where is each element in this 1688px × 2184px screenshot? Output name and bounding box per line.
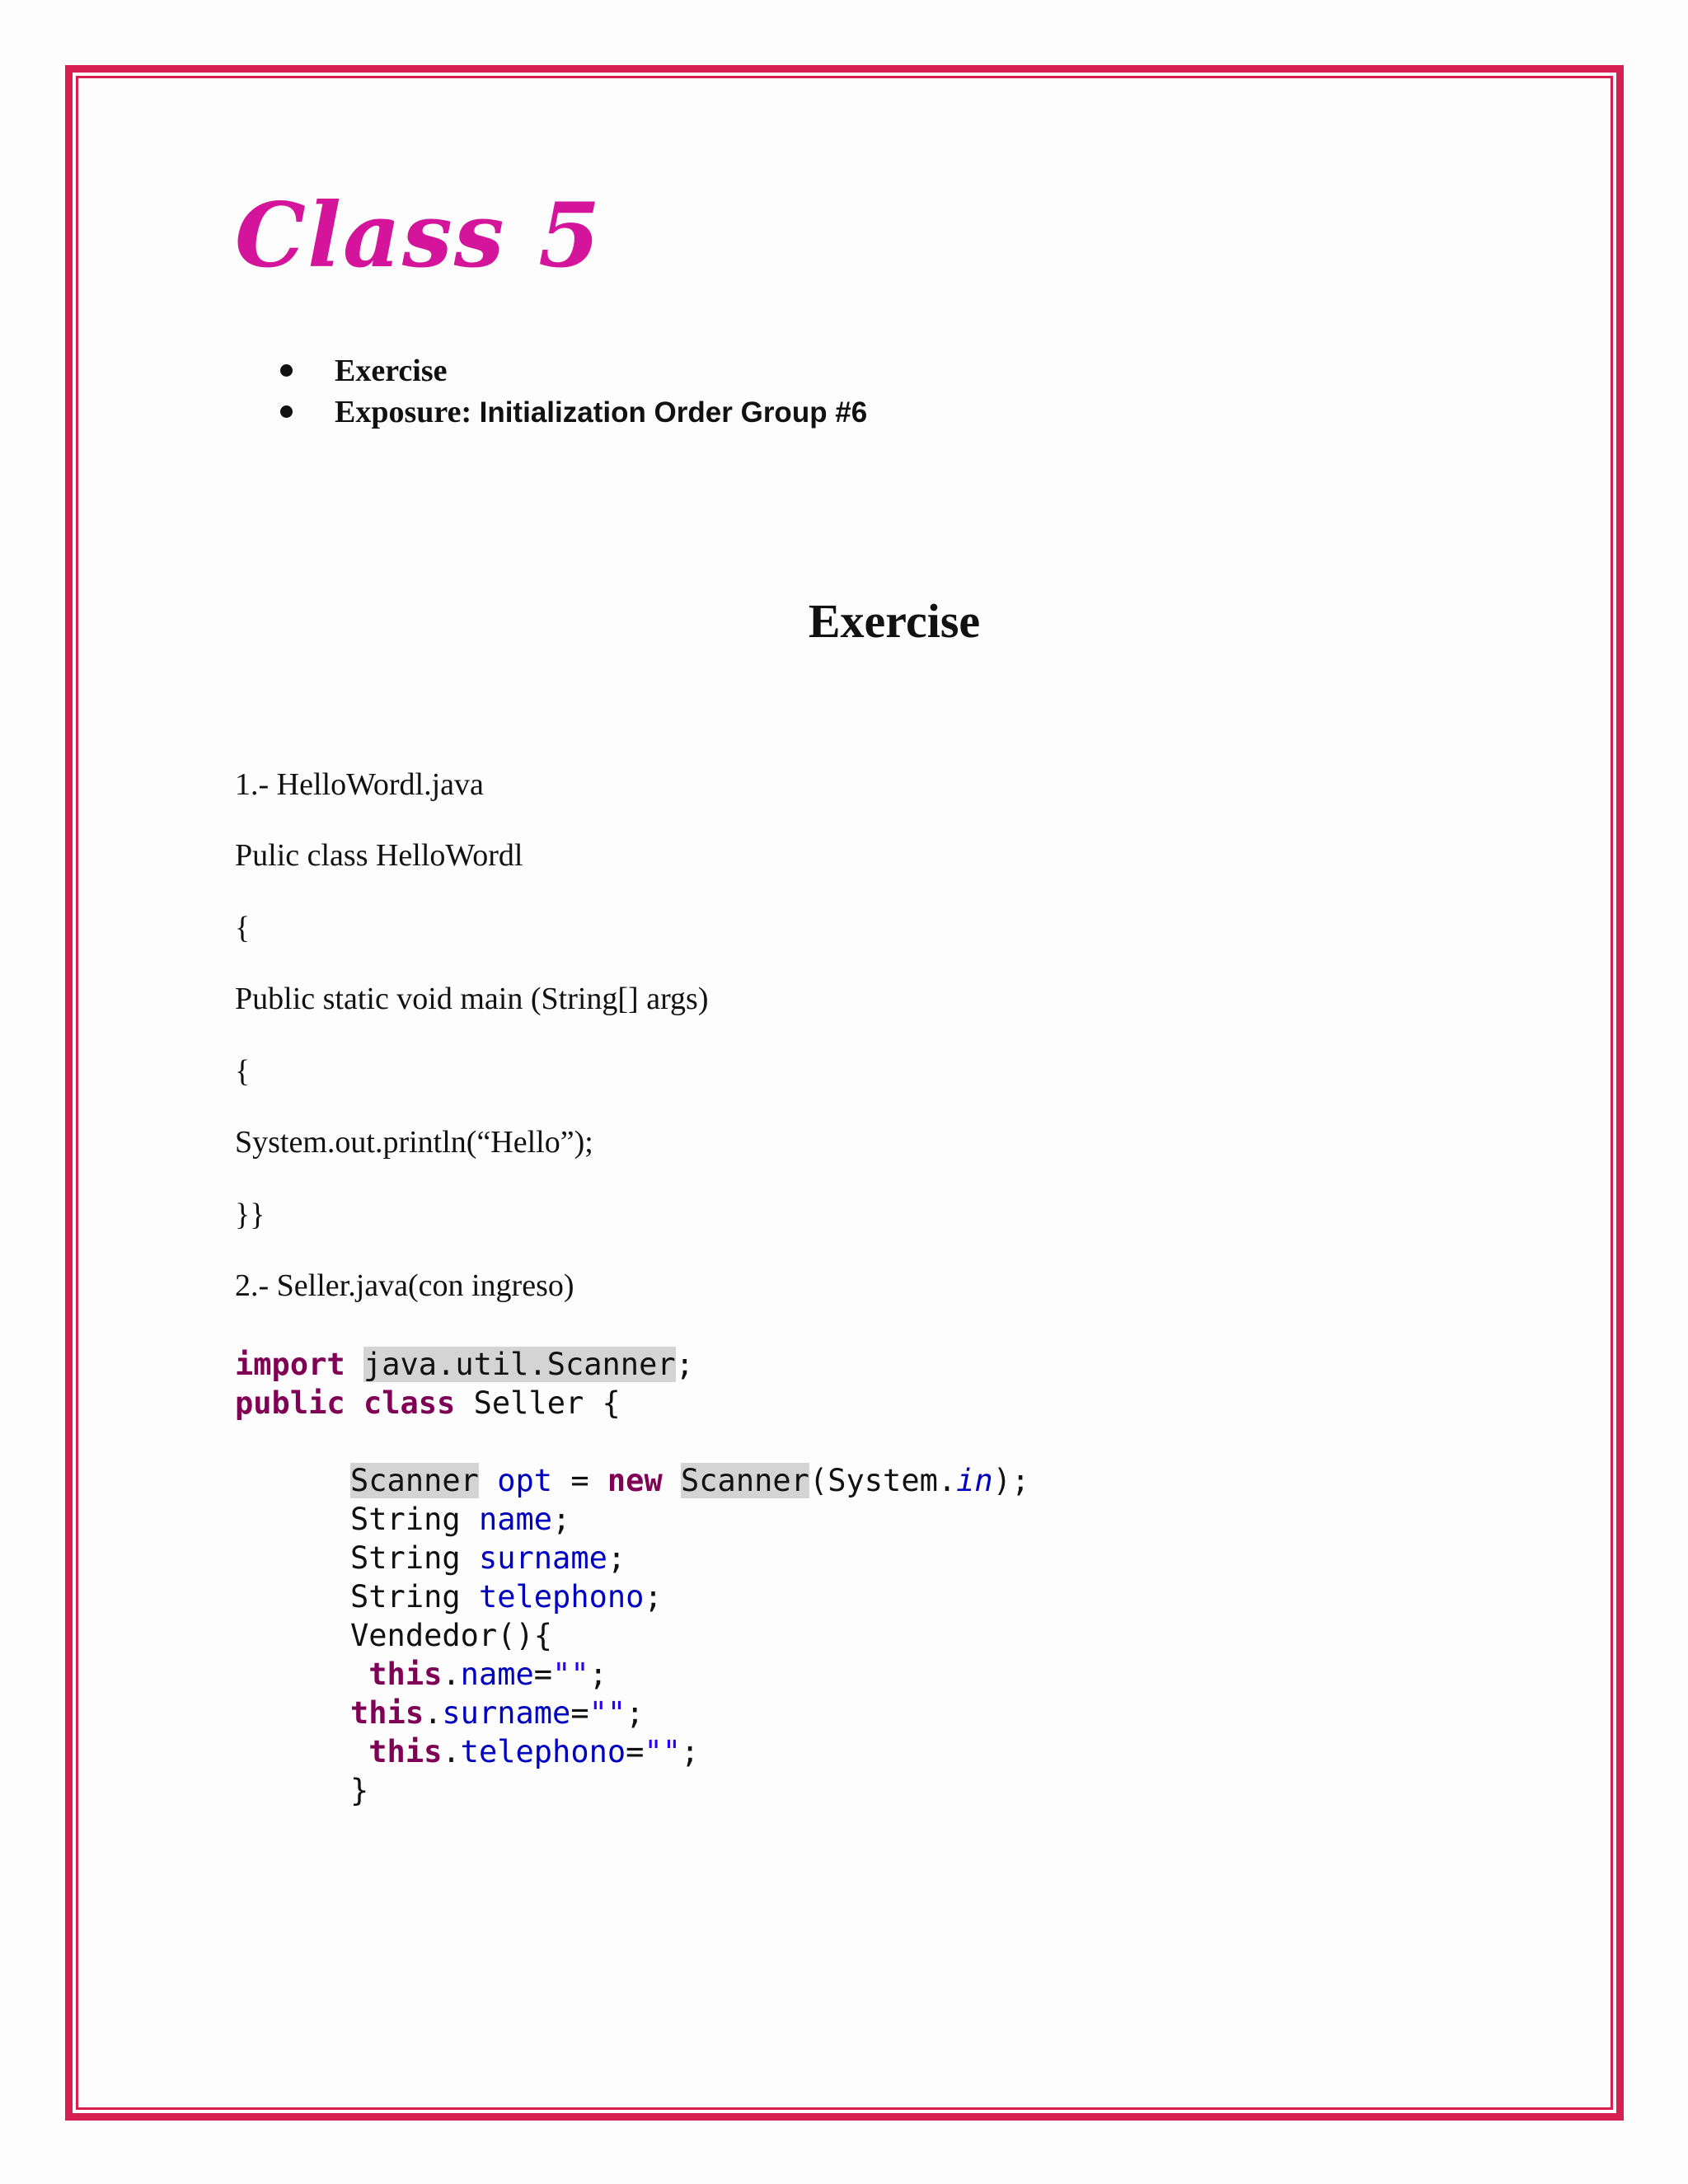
topic-item-exercise: [280, 350, 867, 391]
code-block-header: import java.util.Scanner; public class Seller {: [235, 1347, 694, 1421]
paragraph-main-decl: Public static void main (String[] args): [235, 982, 709, 1016]
paragraph-open-brace-2: {: [235, 1054, 251, 1089]
bullet-icon: [280, 364, 293, 377]
topic-item-exposure: [280, 391, 867, 434]
topic-list: [280, 350, 867, 434]
topic-detail: Initialization Order Group #6: [479, 396, 868, 429]
bullet-icon: [280, 405, 293, 418]
paragraph-open-brace: {: [235, 911, 251, 945]
class-title: Class 5: [235, 184, 603, 288]
paragraph-close-braces: }}: [235, 1197, 265, 1232]
topic-label: Exercise: [335, 354, 448, 388]
code-block-body: Scanner opt = new Scanner(System.in); String name; String surname; String telephono; Vendedor(){ this.name=""; this.surname=""; this.telephono=""; }: [350, 1463, 1030, 1808]
paragraph-file-2: 2.- Seller.java(con ingreso): [235, 1268, 574, 1303]
paragraph-class-decl: Pulic class HelloWordl: [235, 838, 523, 873]
paragraph-println: System.out.println(“Hello”);: [235, 1125, 593, 1160]
paragraph-file-1: 1.- HelloWordl.java: [235, 767, 484, 802]
section-heading: Exercise: [808, 594, 981, 648]
topic-label: Exposure:: [335, 395, 472, 429]
